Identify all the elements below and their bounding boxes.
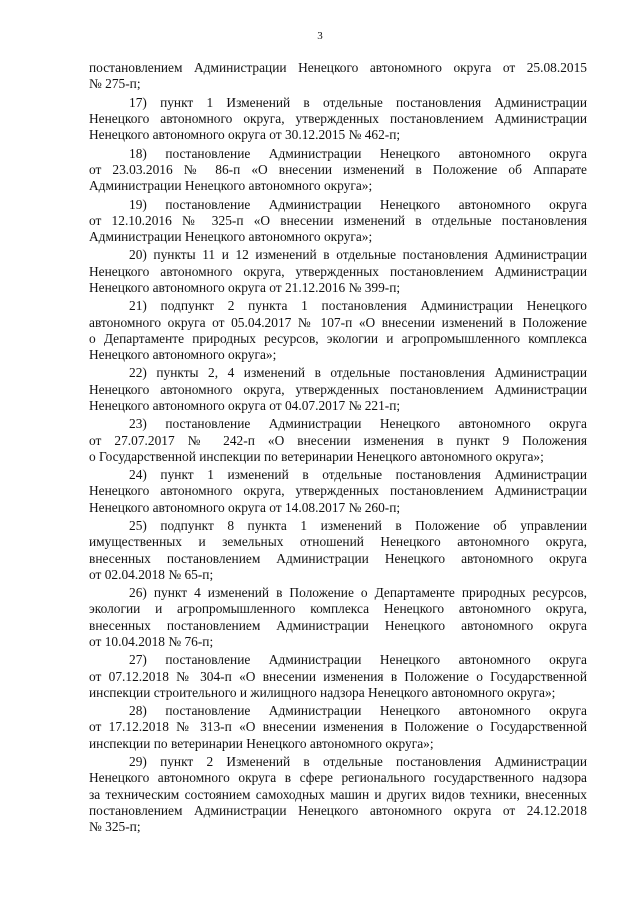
list-item	[89, 146, 587, 195]
document-body	[89, 60, 587, 838]
text-line: за техническим состоянием самоходных машин и других видов техники, внесенных	[89, 786, 587, 802]
text-line: 19) постановление Администрации Ненецкого автономного округа	[129, 196, 587, 212]
text-line: экологии и агропромышленного комплекса Ненецкого автономного округа,	[89, 601, 587, 617]
text-line: постановлением Администрации Ненецкого автономного округа от 25.08.2015	[89, 60, 587, 75]
text-line: 26) пункт 4 изменений в Положение о Департаменте природных ресурсов,	[129, 585, 587, 601]
list-item	[89, 754, 587, 835]
text-line: 24) пункт 1 изменений в отдельные постановления Администрации	[129, 467, 587, 483]
text-line: 23) постановление Администрации Ненецкого автономного округа	[129, 416, 587, 432]
list-item	[89, 298, 587, 363]
list-item	[89, 247, 587, 296]
text-line: Администрации Ненецкого автономного округа»;	[89, 228, 373, 244]
page-number: 3	[317, 30, 323, 42]
text-line: 21) подпункт 2 пункта 1 постановления Администрации Ненецкого	[129, 298, 587, 314]
text-line: от 07.12.2018 № 304-п «О внесении изменения в Положение о Государственной	[89, 668, 587, 684]
text-line: от 23.03.2016 № 86-п «О внесении изменений в Положение об Аппарате	[89, 161, 587, 177]
list-item	[89, 585, 587, 650]
text-line: Ненецкого автономного округа, утвержденных постановлением Администрации	[89, 483, 587, 499]
text-line: имущественных и земельных отношений Ненецкого автономного округа,	[89, 534, 587, 550]
list-item	[89, 95, 587, 144]
text-line: № 275-п;	[89, 76, 141, 92]
text-line: внесенных постановлением Администрации Ненецкого автономного округа	[89, 550, 587, 566]
text-line: 28) постановление Администрации Ненецкого автономного округа	[129, 703, 587, 719]
text-line: Ненецкого автономного округа, утвержденных постановлением Администрации	[89, 263, 587, 279]
text-line: Ненецкого автономного округа, утвержденных постановлением Администрации	[89, 381, 587, 397]
text-line: Ненецкого автономного округа в сфере регионального государственного надзора	[89, 770, 587, 786]
text-line: автономного округа от 05.04.2017 № 107-п «О внесении изменений в Положение	[89, 314, 587, 330]
list-item	[89, 703, 587, 752]
text-line: внесенных постановлением Администрации Ненецкого автономного округа	[89, 617, 587, 633]
text-line: о Государственной инспекции по ветеринарии Ненецкого автономного округа»;	[89, 448, 544, 464]
list-item	[89, 652, 587, 701]
text-line: № 325-п;	[89, 819, 141, 834]
text-line: 20) пункты 11 и 12 изменений в отдельные постановления Администрации	[129, 247, 587, 263]
text-line: 18) постановление Администрации Ненецкого автономного округа	[129, 145, 587, 161]
text-line: Администрации Ненецкого автономного округа»;	[89, 178, 373, 194]
text-line: от 10.04.2018 № 76-п;	[89, 633, 214, 649]
text-line: 25) подпункт 8 пункта 1 изменений в Положение об управлении	[129, 518, 587, 534]
text-line: 29) пункт 2 Изменений в отдельные постановления Администрации	[129, 754, 587, 770]
text-line: 22) пункты 2, 4 изменений в отдельные постановления Администрации	[129, 365, 587, 381]
text-line: от 27.07.2017 № 242-п «О внесении изменения в пункт 9 Положения	[89, 432, 587, 448]
text-line: Ненецкого автономного округа»;	[89, 346, 277, 362]
list-item	[89, 416, 587, 465]
text-line: Ненецкого автономного округа от 21.12.2016 № 399-п;	[89, 279, 401, 295]
text-line: о Департаменте природных ресурсов, экологии и агропромышленного комплекса	[89, 330, 587, 346]
text-line: Ненецкого автономного округа от 30.12.2015 № 462-п;	[89, 127, 401, 143]
text-line: Ненецкого автономного округа от 14.08.2017 № 260-п;	[89, 499, 401, 515]
list-item	[89, 197, 587, 246]
continued-paragraph	[89, 60, 587, 92]
text-line: Ненецкого автономного округа от 04.07.2017 № 221-п;	[89, 397, 401, 413]
text-line: 17) пункт 1 Изменений в отдельные постановления Администрации	[129, 94, 587, 110]
list-item	[89, 518, 587, 583]
text-line: 27) постановление Администрации Ненецкого автономного округа	[129, 652, 587, 668]
text-line: Ненецкого автономного округа, утвержденных постановлением Администрации	[89, 110, 587, 126]
text-line: от 02.04.2018 № 65-п;	[89, 566, 214, 582]
list-item	[89, 467, 587, 516]
text-line: постановлением Администрации Ненецкого автономного округа от 24.12.2018	[89, 802, 587, 818]
text-line: от 12.10.2016 № 325-п «О внесении изменений в отдельные постановления	[89, 212, 587, 228]
list-item	[89, 365, 587, 414]
text-line: от 17.12.2018 № 313-п «О внесении изменения в Положение о Государственной	[89, 719, 587, 735]
text-line: инспекции по ветеринарии Ненецкого автономного округа»;	[89, 735, 434, 751]
text-line: инспекции строительного и жилищного надзора Ненецкого автономного округа»;	[89, 684, 556, 700]
